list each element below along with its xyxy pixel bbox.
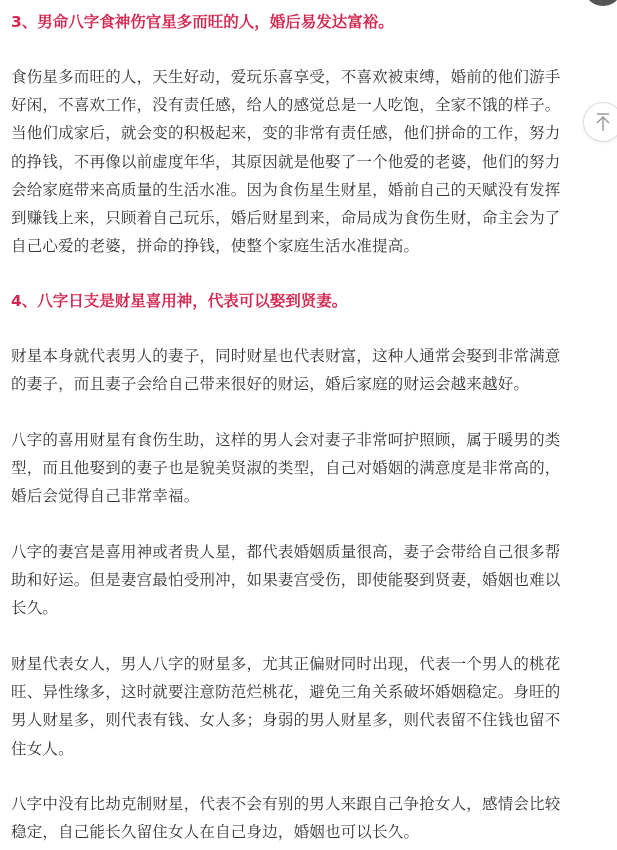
paragraph-line: 到赚钱上来，只顾着自己玩乐，婚后财星到来，命局成为食伤生财，命主会为了 <box>11 209 561 228</box>
paragraph-line: 长久。 <box>11 599 59 618</box>
paragraph <box>11 63 561 260</box>
paragraph-line: 八字中没有比劫克制财星，代表不会有别的男人来跟自己争抢女人，感情会比较 <box>11 795 561 813</box>
section-heading-3: 3、男命八字食神伤官星多而旺的人，婚后易发达富裕。 <box>11 13 394 31</box>
corner-badge <box>586 0 617 6</box>
paragraph-line: 财星代表女人，男人八字的财星多，尤其正偏财同时出现，代表一个男人的桃花 <box>11 655 561 673</box>
paragraph <box>11 790 561 846</box>
back-to-top-button[interactable] <box>583 102 617 142</box>
paragraph-line: 婚后会觉得自己非常幸福。 <box>11 487 200 506</box>
paragraph-line: 的妻子，而且妻子会给自己带来很好的财运，婚后家庭的财运会越来越好。 <box>11 375 530 394</box>
paragraph-line: 八字的喜用财星有食伤生助，这样的男人会对妻子非常呵护照顾，属于暖男的类 <box>11 431 561 449</box>
paragraph-line: 旺、异性缘多，这时就要注意防范烂桃花，避免三角关系破坏婚姻稳定。身旺的 <box>11 683 561 702</box>
paragraph-line: 好闲，不喜欢工作，没有责任感，给人的感觉总是一人吃饱，全家不饿的样子。 <box>11 96 561 115</box>
paragraph <box>11 342 561 398</box>
paragraph-line: 住女人。 <box>11 739 74 758</box>
paragraph <box>11 426 561 511</box>
paragraph-line: 的挣钱，不再像以前虚度年华，其原因就是他娶了一个他爱的老婆，他们的努力 <box>11 152 561 171</box>
paragraph <box>11 650 561 763</box>
paragraph-line: 稳定，自己能长久留住女人在自己身边，婚姻也可以长久。 <box>11 823 420 842</box>
paragraph-line: 助和好运。但是妻宫最怕受刑冲，如果妻宫受伤，即使能娶到贤妻，婚姻也难以 <box>11 571 561 590</box>
paragraph <box>11 538 561 623</box>
paragraph-line: 食伤星多而旺的人，天生好动，爱玩乐喜享受，不喜欢被束缚，婚前的他们游手 <box>11 68 561 86</box>
paragraph-line: 财星本身就代表男人的妻子，同时财星也代表财富，这种人通常会娶到非常满意 <box>11 347 561 365</box>
paragraph-line: 型，而且他娶到的妻子也是貌美贤淑的类型，自己对婚姻的满意度是非常高的， <box>11 459 561 478</box>
paragraph-line: 八字的妻宫是喜用神或者贵人星，都代表婚姻质量很高，妻子会带给自己很多帮 <box>11 543 561 561</box>
paragraph-line: 自己心爱的老婆，拼命的挣钱，使整个家庭生活水准提高。 <box>11 237 420 256</box>
arrow-up-icon <box>593 111 613 133</box>
paragraph-line: 会给家庭带来高质量的生活水准。因为食伤星生财星，婚前自己的天赋没有发挥 <box>11 180 561 199</box>
paragraph-line: 当他们成家后，就会变的积极起来，变的非常有责任感，他们拼命的工作，努力 <box>11 124 561 143</box>
section-heading-4: 4、八字日支是财星喜用神，代表可以娶到贤妻。 <box>11 292 348 310</box>
paragraph-line: 男人财星多，则代表有钱、女人多；身弱的男人财星多，则代表留不住钱也留不 <box>11 711 561 730</box>
